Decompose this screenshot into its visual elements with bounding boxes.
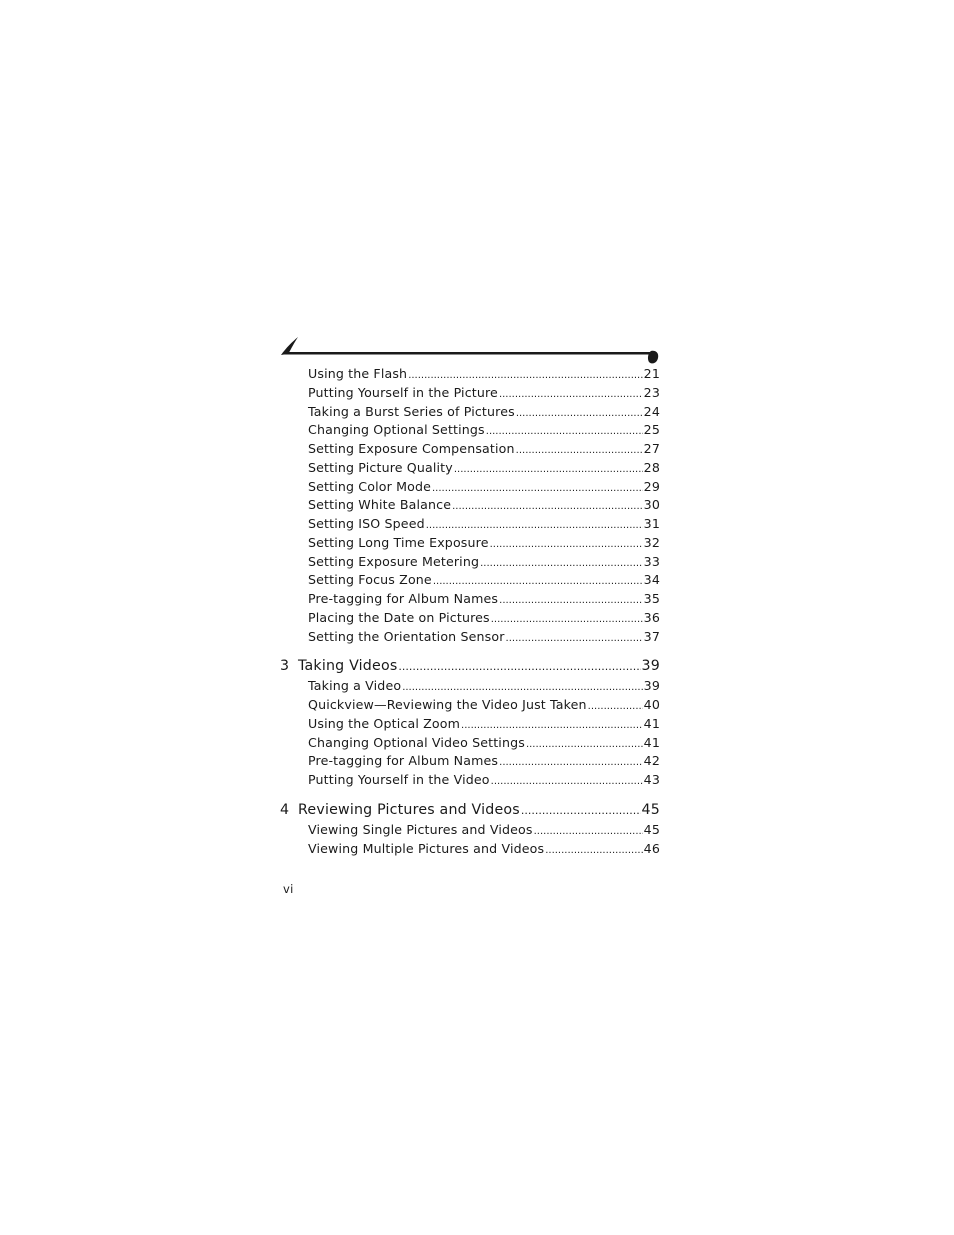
chapter-title	[280, 655, 397, 677]
toc-entry-row[interactable]	[280, 534, 660, 553]
entry-page-number: 42	[643, 753, 660, 769]
entry-title: Pre-tagging for Album Names	[308, 591, 499, 606]
dot-leader	[454, 461, 643, 480]
toc-section	[280, 655, 660, 790]
dot-leader	[480, 555, 643, 574]
rule-right-drop	[648, 351, 658, 364]
dot-leader	[506, 630, 643, 649]
entry-title: Putting Yourself in the Video	[308, 772, 490, 787]
entry-page-number: 40	[643, 697, 660, 712]
entry-title: Changing Optional Video Settings	[308, 734, 525, 750]
chapter-title-text: Reviewing Pictures and Videos	[298, 801, 520, 818]
dot-leader	[432, 480, 643, 499]
entry-page-number: 24	[643, 403, 660, 419]
toc-entry-row[interactable]	[280, 677, 660, 696]
dot-leader	[499, 592, 643, 611]
entry-title: Viewing Single Pictures and Videos	[308, 821, 533, 837]
entry-page-number: 32	[643, 534, 660, 550]
entry-page-number: 33	[643, 553, 660, 569]
dot-leader	[545, 842, 642, 861]
toc-entry-row[interactable]	[280, 571, 660, 590]
entry-page-number: 41	[643, 715, 660, 731]
toc-entry-row[interactable]	[280, 696, 660, 715]
entry-title: Viewing Multiple Pictures and Videos	[308, 840, 545, 856]
entry-title: Changing Optional Settings	[308, 422, 485, 438]
header-rule-ornament	[280, 334, 662, 364]
dot-leader	[398, 656, 640, 678]
dot-leader	[491, 773, 643, 792]
entry-title: Using the Flash	[308, 366, 408, 381]
entry-page-number: 37	[643, 628, 660, 644]
entry-title: Using the Optical Zoom	[308, 715, 461, 731]
entry-page-number: 45	[643, 821, 660, 837]
dot-leader	[526, 736, 643, 755]
rule-line	[288, 352, 652, 354]
dot-leader	[516, 442, 643, 461]
entry-title: Setting the Orientation Sensor	[308, 628, 505, 644]
toc-entry-row[interactable]	[280, 421, 660, 440]
entry-title: Placing the Date on Pictures	[308, 609, 490, 625]
entry-page-number: 25	[643, 422, 660, 438]
entry-title: Pre-tagging for Album Names	[308, 753, 499, 769]
toc-entry-row[interactable]	[280, 384, 660, 403]
toc-entry-row[interactable]	[280, 365, 660, 384]
entry-page-number: 36	[643, 609, 660, 625]
entry-title: Setting Exposure Metering	[308, 553, 480, 569]
entry-title: Setting Picture Quality	[308, 459, 453, 475]
entry-title: Setting Focus Zone	[308, 572, 432, 588]
dot-leader	[516, 405, 643, 424]
table-of-contents	[280, 365, 660, 858]
toc-entry-row[interactable]	[280, 403, 660, 422]
toc-entry-row[interactable]	[280, 440, 660, 459]
toc-entry-row[interactable]	[280, 590, 660, 609]
chapter-title-text: Taking Videos	[298, 658, 398, 675]
entry-page-number: 39	[643, 678, 660, 694]
entry-page-number: 23	[643, 384, 660, 400]
dot-leader	[499, 386, 643, 405]
entry-page-number: 35	[643, 591, 660, 606]
entry-title: Taking a Burst Series of Pictures	[308, 403, 515, 419]
dot-leader	[452, 498, 643, 517]
dot-leader	[534, 823, 643, 842]
dot-leader	[490, 536, 643, 555]
toc-entry-row[interactable]	[280, 515, 660, 534]
toc-entry-row[interactable]	[280, 628, 660, 647]
entry-page-number: 43	[643, 772, 660, 787]
entry-title: Setting Color Mode	[308, 478, 431, 494]
entry-title: Putting Yourself in the Picture	[308, 384, 498, 400]
entry-title: Setting Long Time Exposure	[308, 534, 489, 550]
entry-title: Setting Exposure Compensation	[308, 441, 515, 456]
entry-page-number: 34	[643, 572, 660, 588]
page-folio: vi	[283, 882, 294, 896]
entry-page-number: 31	[643, 516, 660, 531]
toc-entry-row[interactable]	[280, 821, 660, 840]
chapter-page-number: 39	[641, 658, 660, 675]
chapter-page-number: 45	[641, 801, 660, 818]
dot-leader	[521, 800, 641, 822]
entry-page-number: 21	[643, 366, 660, 381]
entry-page-number: 30	[643, 497, 660, 513]
toc-entry-row[interactable]	[280, 478, 660, 497]
toc-entry-row[interactable]	[280, 553, 660, 572]
toc-entry-row[interactable]	[280, 752, 660, 771]
toc-entry-row[interactable]	[280, 609, 660, 628]
toc-section	[280, 799, 660, 859]
chapter-number: 3	[280, 658, 290, 675]
toc-chapter-row[interactable]	[280, 655, 660, 677]
entry-page-number: 27	[643, 441, 660, 456]
entry-title: Quickview—Reviewing the Video Just Taken	[308, 697, 587, 712]
entry-title: Taking a Video	[308, 678, 402, 694]
toc-chapter-row[interactable]	[280, 799, 660, 821]
toc-entry-row[interactable]	[280, 734, 660, 753]
entry-page-number: 29	[643, 478, 660, 494]
dot-leader	[491, 611, 643, 630]
toc-entry-row[interactable]	[280, 496, 660, 515]
toc-entry-row[interactable]	[280, 715, 660, 734]
dot-leader	[499, 754, 643, 773]
chapter-number: 4	[280, 801, 290, 818]
dot-leader	[588, 698, 643, 717]
toc-entry-row[interactable]	[280, 840, 660, 859]
entry-page-number: 41	[643, 734, 660, 750]
entry-title: Setting ISO Speed	[308, 516, 425, 531]
entry-page-number: 28	[643, 459, 660, 475]
chapter-title	[280, 799, 520, 821]
toc-entry-row[interactable]	[280, 459, 660, 478]
entry-page-number: 46	[643, 840, 660, 856]
entry-title: Setting White Balance	[308, 497, 452, 513]
toc-section	[280, 365, 660, 646]
toc-entry-row[interactable]	[280, 771, 660, 790]
